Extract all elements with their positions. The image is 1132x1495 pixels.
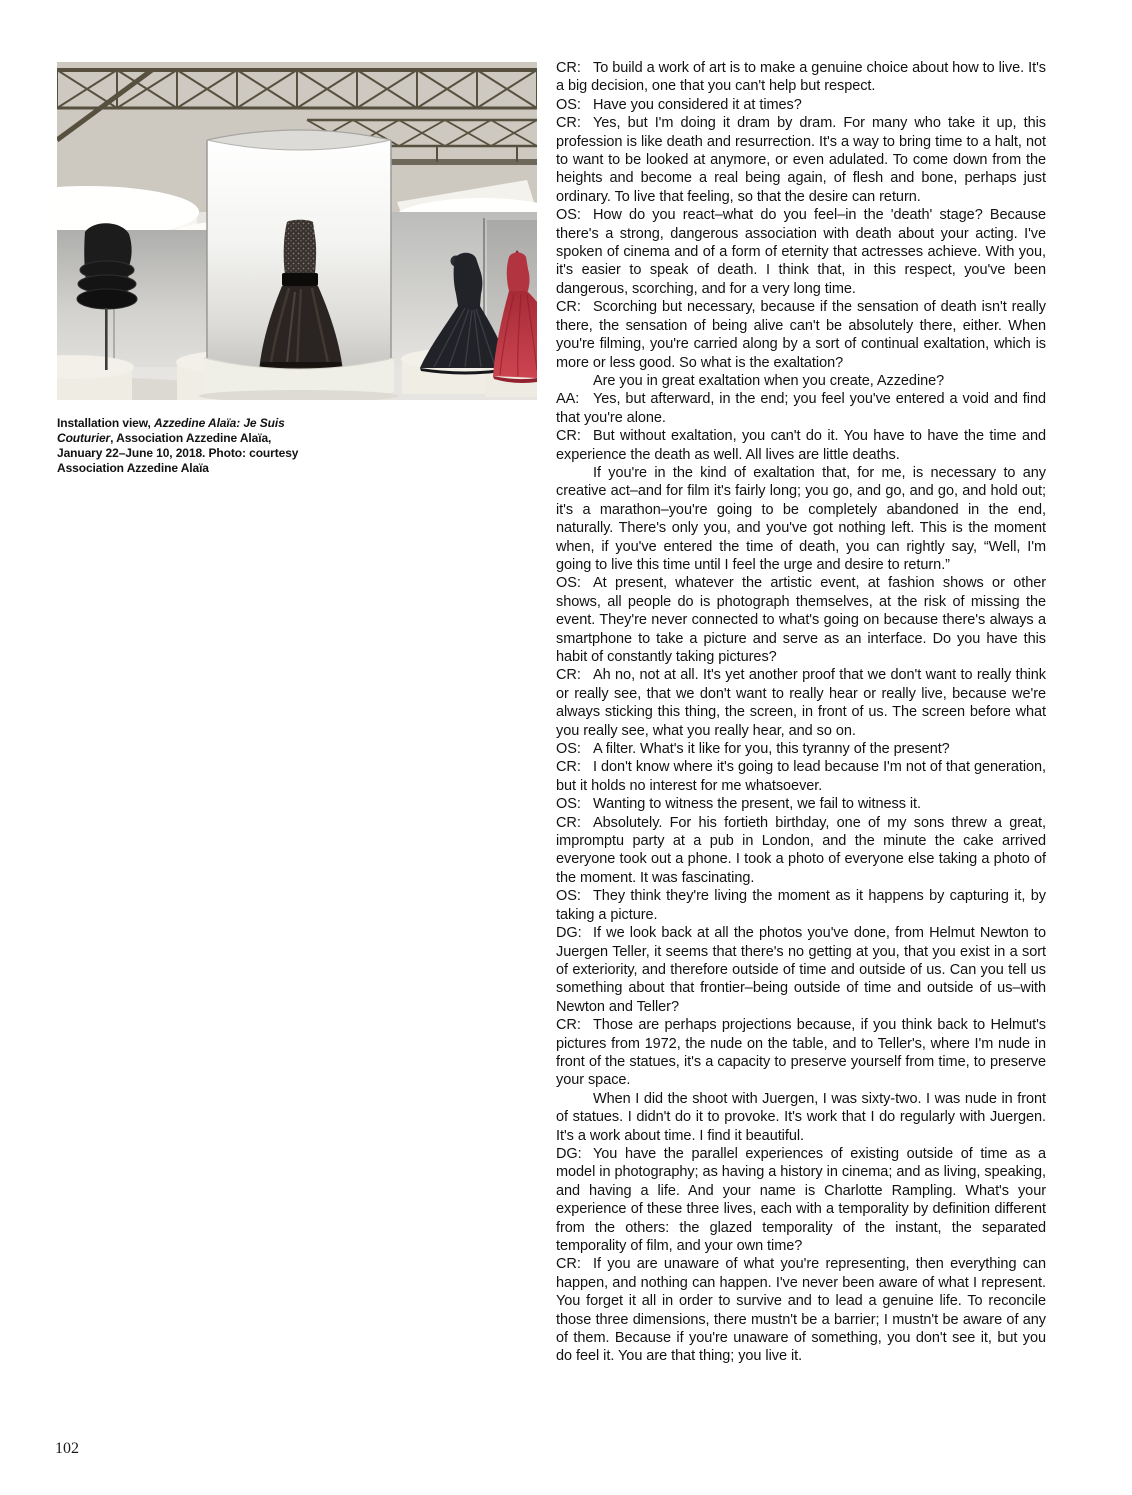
interview-paragraph: CR: To build a work of art is to make a genuine choice about how to live. It's a big decision, one that you can't help but respect. bbox=[556, 60, 1046, 95]
speaker-label: CR: bbox=[556, 667, 581, 684]
speaker-label: OS: bbox=[556, 575, 581, 592]
interview-paragraph: CR: Scorching but necessary, because if the sensation of death isn't really there, the sensation of being alive can't be absolutely there, either. When you're filming, you're carried along by a sort of continual exaltation, which is more or less good. So what is the exaltation? bbox=[556, 299, 1046, 371]
interview-paragraph: CR: Ah no, not at all. It's yet another proof that we don't want to really think or really see, that we don't want to really hear or really live, because we're always sticking this thing, the screen, in front of us. The screen before what you really see, what you really hear, and so on. bbox=[556, 667, 1046, 739]
interview-paragraph: DG: If we look back at all the photos you've done, from Helmut Newton to Juergen Teller, it seems that there's no getting at you, that you exist in a sort of exteriority, and therefore outside of time and outside of us. Can you tell us something about that frontier–being outside of time and outside of us–with Newton and Teller? bbox=[556, 925, 1046, 1015]
exhibition-photo-graphic bbox=[57, 62, 537, 400]
interview-paragraph: CR: But without exaltation, you can't do it. You have to have the time and experience the death as well. All lives are little deaths. bbox=[556, 428, 1046, 463]
speaker-label: CR: bbox=[556, 115, 581, 132]
speaker-label: CR: bbox=[556, 814, 581, 831]
interview-paragraph: AA: Yes, but afterward, in the end; you feel you've entered a void and find that you're alone. bbox=[556, 391, 1046, 426]
speaker-label: CR: bbox=[556, 299, 581, 316]
caption-suffix: , Association Azzedine Alaïa, January 22–June 10, 2018. Photo: courtesy Association Azzedine Alaïa bbox=[57, 431, 299, 475]
speaker-label: CR: bbox=[556, 1256, 581, 1273]
speaker-label: DG: bbox=[556, 925, 582, 942]
interview-paragraph: CR: Yes, but I'm doing it dram by dram. For many who take it up, this profession is like death and resurrection. It's a way to bring time to a halt, not to want to be looked at anymore, or even adulated. To come down from the heights and become a real being again, of flesh and bone, perhaps just ordinary. To live that feeling, so that the desire can return. bbox=[556, 115, 1046, 205]
interview-paragraph: CR: Absolutely. For his fortieth birthday, one of my sons threw a great, impromptu party at a pub in London, and the minute the cake arrived everyone took out a phone. I took a photo of everyone else taking a photo of the moment. It was fascinating. bbox=[556, 814, 1046, 886]
page-number: 102 bbox=[55, 1440, 79, 1457]
interview-paragraph: OS: They think they're living the moment as it happens by capturing it, by taking a picture. bbox=[556, 888, 1046, 923]
speaker-label: OS: bbox=[556, 741, 581, 758]
speaker-label: CR: bbox=[556, 60, 581, 76]
speaker-label: AA: bbox=[556, 391, 580, 408]
interview-paragraph: Are you in great exaltation when you create, Azzedine? bbox=[593, 372, 945, 389]
interview-paragraph: If you're in the kind of exaltation that, for me, is necessary to any creative act–and for film it's fairly long; you go, and go, and go, and hold out; it's a marathon–you're going to be completely abandoned in the end, naturally. There's only you, and you've got nothing left. This is the moment when, if you've entered the time of death, you can rightly say, “Well, I'm going to live this time until I feel the urge and desire to return.” bbox=[556, 464, 1046, 573]
interview-paragraph: When I did the shoot with Juergen, I was sixty-two. I was nude in front of statues. I didn't do it to provoke. It's work that I do regularly with Juergen. It's a work about time. I find it beautiful. bbox=[556, 1090, 1046, 1144]
speaker-label: CR: bbox=[556, 1017, 581, 1034]
speaker-label: OS: bbox=[556, 207, 581, 224]
interview-paragraph: OS: At present, whatever the artistic event, at fashion shows or other shows, all people do is photograph themselves, at the risk of missing the event. They're never connected to what's going on because there's always a smartphone to take a picture and serve as an interface. Do you have this habit of constantly taking pictures? bbox=[556, 575, 1046, 665]
speaker-label: CR: bbox=[556, 428, 581, 445]
interview-paragraph: DG: You have the parallel experiences of existing outside of time as a model in photography; as having a history in cinema; and as living, speaking, and having a life. And your name is Charlotte Rampling. What's your experience of these three lives, each with a temporality by definition different from the others: the glazed temporality of the instant, the separated temporality of film, and your own time? bbox=[556, 1145, 1046, 1254]
interview-paragraph: OS: Wanting to witness the present, we fail to witness it. bbox=[556, 796, 921, 813]
speaker-label: DG: bbox=[556, 1145, 582, 1162]
speaker-label: OS: bbox=[556, 796, 581, 813]
speaker-label: CR: bbox=[556, 759, 581, 776]
figure-caption bbox=[57, 416, 299, 476]
speaker-label: OS: bbox=[556, 96, 581, 113]
caption-prefix: Installation view, bbox=[57, 416, 155, 430]
interview-paragraph: CR: I don't know where it's going to lead because I'm not of that generation, but it holds no interest for me whatsoever. bbox=[556, 759, 1046, 794]
interview-paragraph: OS: How do you react–what do you feel–in the 'death' stage? Because there's a strong, dangerous association with death about your acting. I've spoken of cinema and of a form of eternity that actresses achieve. With you, it's easier to speak of death. I think that, in this respect, you've been dangerous, scorching, and for a very long time. bbox=[556, 207, 1046, 297]
interview-paragraph: CR: Those are perhaps projections because, if you think back to Helmut's pictures from 1972, the nude on the table, and to Teller's, where I'm nude in front of the statues, it's a capacity to preserve yourself from time, to preserve your space. bbox=[556, 1017, 1046, 1089]
interview-paragraph: OS: A filter. What's it like for you, this tyranny of the present? bbox=[556, 741, 950, 758]
interview-paragraph: CR: If you are unaware of what you're representing, then everything can happen, and nothing can happen. I've never been aware of what I represent. You forget it all in order to survive and to lead a genuine life. To reconcile those three dimensions, there mustn't be a barrier; I mustn't be aware of any of them. Because if you're unaware of something, you don't see it, but you do feel it. You are that thing; you live it. bbox=[556, 1256, 1046, 1365]
interview-column bbox=[556, 59, 1046, 1366]
interview-paragraph: OS: Have you considered it at times? bbox=[556, 96, 802, 113]
speaker-label: OS: bbox=[556, 888, 581, 905]
caption-exhibition-title: Azzedine Alaïa: Je Suis Couturier bbox=[57, 416, 285, 445]
exhibition-photo bbox=[57, 62, 537, 400]
